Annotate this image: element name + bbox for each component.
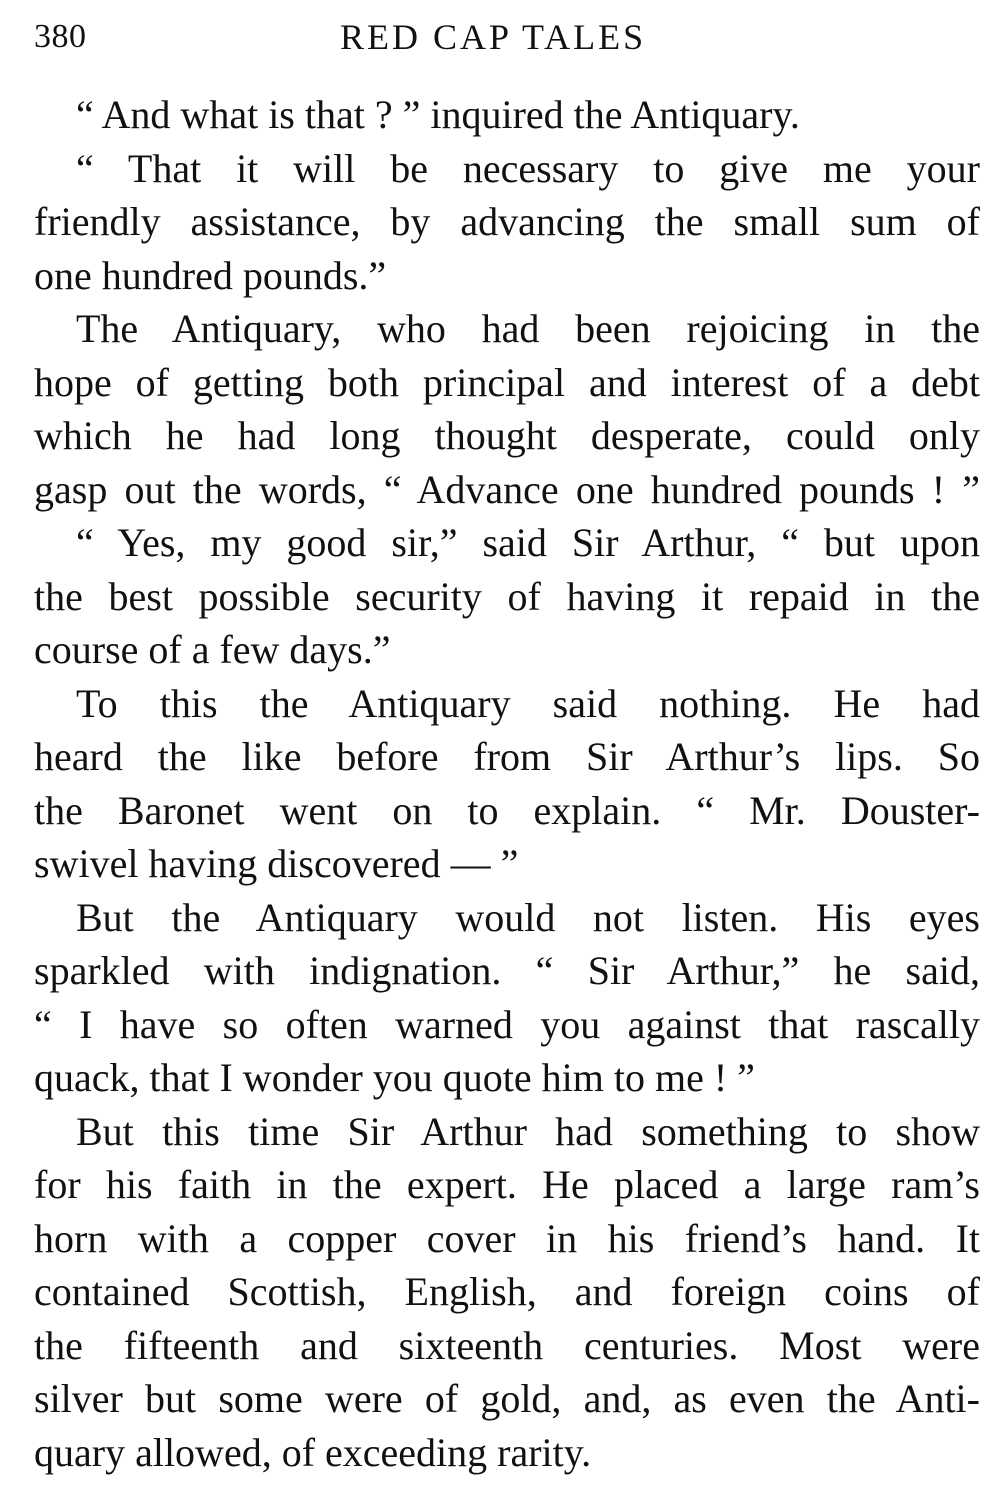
text-line: But this time Sir Arthur had something to show: [76, 1108, 980, 1154]
text-line: sparkled with indignation. “ Sir Arthur,” he said,: [34, 948, 980, 993]
text-line: the fifteenth and sixteenth centuries. Most were: [34, 1322, 980, 1368]
text-line: horn with a copper cover in his friend’s hand. It: [34, 1215, 980, 1261]
text-line: heard the like before from Sir Arthur’s lips. So: [34, 734, 980, 779]
text-line: the best possible security of having it repaid in the: [34, 573, 980, 619]
text-line: the Baronet went on to explain. “ Mr. Douster-: [34, 787, 980, 833]
text-line: quack, that I wonder you quote him to me ! ”: [34, 1055, 755, 1100]
text-line: course of a few days.”: [34, 627, 391, 672]
text-line: hope of getting both principal and interest of a debt: [34, 359, 980, 405]
text-line: contained Scottish, English, and foreign coins of: [34, 1269, 980, 1314]
body-text: [34, 88, 980, 1479]
text-line: The Antiquary, who had been rejoicing in the: [76, 306, 980, 351]
text-line: “ Yes, my good sir,” said Sir Arthur, “ but upon: [76, 520, 980, 565]
text-line: one hundred pounds.”: [34, 252, 387, 298]
text-line: “ I have so often warned you against that rascally: [34, 1001, 980, 1047]
text-line: To this the Antiquary said nothing. He had: [76, 680, 980, 726]
text-line: “ And what is that ? ” inquired the Antiquary.: [76, 92, 800, 137]
text-line: “ That it will be necessary to give me your: [76, 145, 980, 191]
page-number: 380: [34, 18, 87, 55]
text-line: quary allowed, of exceeding rarity.: [34, 1429, 592, 1475]
text-line: silver but some were of gold, and, as even the Anti-: [34, 1376, 980, 1421]
text-line: friendly assistance, by advancing the small sum of: [34, 199, 980, 244]
text-line: which he had long thought desperate, could only: [34, 413, 980, 458]
text-line: But the Antiquary would not listen. His eyes: [76, 894, 980, 940]
book-title: RED CAP TALES: [340, 17, 647, 57]
text-line: gasp out the words, “ Advance one hundred pounds ! ”: [34, 466, 980, 512]
text-line: swivel having discovered — ”: [34, 841, 519, 886]
running-head: [34, 12, 980, 60]
text-line: for his faith in the expert. He placed a large ram’s: [34, 1162, 980, 1207]
